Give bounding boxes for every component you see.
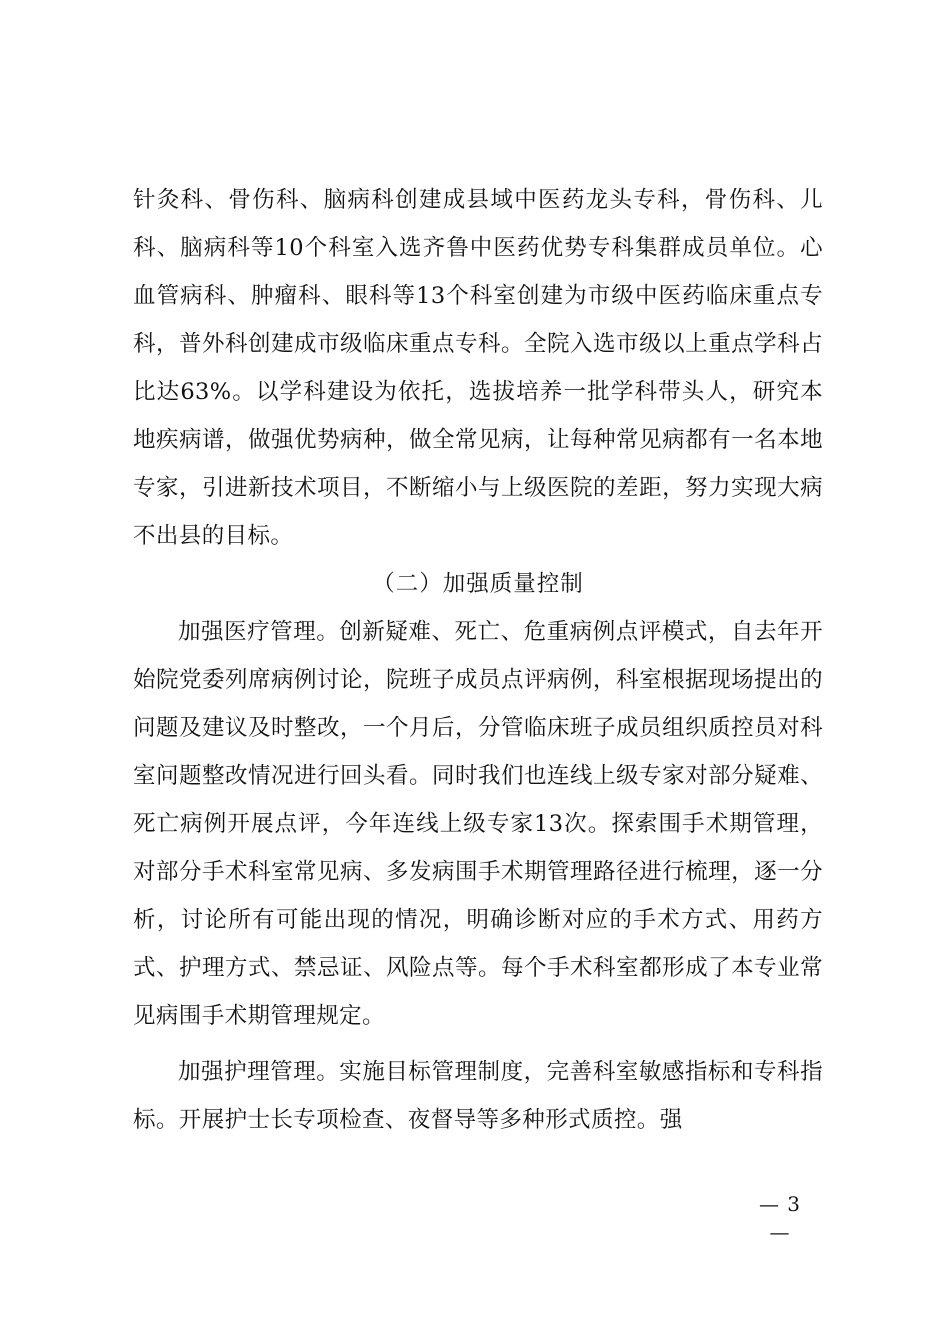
page-number: — 3 —	[758, 1192, 802, 1244]
paragraph-medical-management: 加强医疗管理。创新疑难、死亡、危重病例点评模式，自去年开始院党委列席病例讨论，院班子成员点评病例，科室根据现场提出的问题及建议及时整改，一个月后，分管临床班子成员组织质控员对科室问题整改情况进行回头看。同时我们也连线上级专家对部分疑难、死亡病例开展点评，今年连线上级专家13次。探索围手术期管理，对部分手术科室常见病、多发病围手术期管理路径进行梳理，逐一分析，讨论所有可能出现的情况，明确诊断对应的手术方式、用药方式、护理方式、禁忌证、风险点等。每个手术科室都形成了本专业常见病围手术期管理规定。	[133, 619, 823, 1029]
paragraph-discipline-construction: 针灸科、骨伤科、脑病科创建成县域中医药龙头专科，骨伤科、儿科、脑病科等10个科室入选齐鲁中医药优势专科集群成员单位。心血管病科、肿瘤科、眼科等13个科室创建为市级中医药临床重点专科，普外科创建成市级临床重点专科。全院入选市级以上重点学科占比达63%。以学科建设为依托，选拔培养一批学科带头人，研究本地疾病谱，做强优势病种，做全常见病，让每种常见病都有一名本地专家，引进新技术项目，不断缩小与上级医院的差距，努力实现大病不出县的目标。	[133, 187, 823, 549]
document-body	[133, 176, 823, 1144]
paragraph-nursing-management: 加强护理管理。实施目标管理制度，完善科室敏感指标和专科指标。开展护士长专项检查、夜督导等多种形式质控。强	[133, 1059, 823, 1133]
section-heading-quality-control: （二）加强质量控制	[372, 571, 584, 597]
